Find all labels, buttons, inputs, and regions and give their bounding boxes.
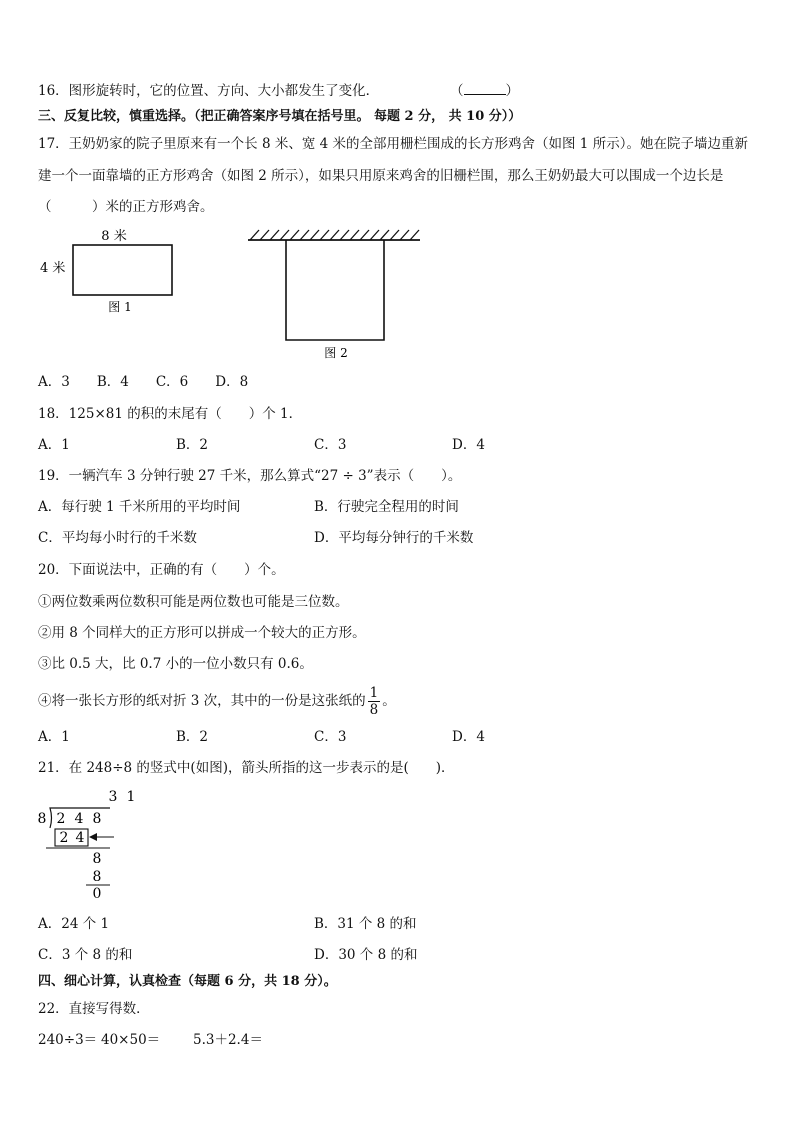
calc-item-3: 5.3＋2.4＝ [193,1032,263,1048]
quotient-digit-3: 3 [108,789,118,805]
question-18-option-b[interactable]: B．2 [176,437,209,453]
remainder-0: 0 [92,886,102,902]
question-17-line-1: 17．王奶奶家的院子里原来有一个长 8 米、宽 4 米的全部用栅栏围成的长方形鸡舍（如图 1 所示）。她在院子墙边重新 [38,136,748,152]
wall-hatching [248,230,420,240]
figure-2-square-against-wall [244,226,424,362]
figure-1-length-label: 8 米 [101,229,127,244]
figure-2-caption: 图 2 [324,346,348,360]
figure-1-caption: 图 1 [108,300,132,314]
question-18-option-d[interactable]: D．4 [452,437,485,453]
question-20-option-d[interactable]: D．4 [452,729,485,745]
dividend-digit-4: 4 [74,811,84,827]
statement-1: ①两位数乘两位数积可能是两位数也可能是三位数。 [38,594,349,610]
fraction-one-eighth: $\frac{1}{8}$ [369,685,379,718]
question-21-option-a[interactable]: A．24 个 1 [38,916,110,932]
dividend-digit-2: 2 [56,811,66,827]
arrow-icon [89,833,97,841]
statement-4: ④将一张长方形的纸对折 3 次，其中的一份是这张纸的 $\frac{1}{8}$ 。 [38,685,396,718]
question-18-option-c[interactable]: C．3 [314,437,347,453]
calc-item-2: 40×50＝ [101,1032,161,1048]
subtract-8: 8 [92,869,102,885]
question-19-option-a[interactable]: A．每行驶 1 千米所用的平均时间 [38,499,241,515]
question-19-stem: 19．一辆汽车 3 分钟行驶 27 千米，那么算式“27 ÷ 3”表示（ ）。 [38,468,462,484]
bring-down-8: 8 [92,851,102,867]
dividend-digit-8: 8 [92,811,102,827]
coop-rectangle [73,245,172,295]
question-22-stem: 22．直接写得数． [38,1001,150,1017]
question-20-option-c[interactable]: C．3 [314,729,347,745]
section-4-title: 四、细心计算，认真检查（每题 6 分，共 18 分）。 [38,974,337,989]
statement-3: ③比 0.5 大，比 0.7 小的一位小数只有 0.6。 [38,656,313,672]
step-digit-4: 4 [75,830,85,846]
step-digit-2: 2 [59,830,69,846]
question-18-stem: 18．125×81 的积的末尾有（ ）个 1． [38,406,303,422]
question-21-stem: 21．在 248÷8 的竖式中(如图)，箭头所指的这一步表示的是( )． [38,760,455,776]
question-18-option-a[interactable]: A．1 [38,437,70,453]
long-division-diagram [34,784,136,904]
question-20-option-a[interactable]: A．1 [38,729,70,745]
answer-bracket: （ ） [450,83,519,99]
question-20-stem: 20．下面说法中，正确的有（ ）个。 [38,562,285,578]
answer-blank[interactable] [464,82,506,95]
statement-4-text: ④将一张长方形的纸对折 3 次，其中的一份是这张纸的 [38,693,366,709]
question-21-option-c[interactable]: C．3 个 8 的和 [38,947,133,963]
question-16 [38,82,519,100]
figure-1-rectangle [36,226,186,318]
question-19-option-d[interactable]: D．平均每分钟行的千米数 [314,530,474,546]
question-21-option-d[interactable]: D．30 个 8 的和 [314,947,418,963]
quotient-digit-1: 1 [126,789,136,805]
calc-item-1: 240÷3＝ [38,1032,98,1048]
question-17-line-3: （ ）米的正方形鸡舍。 [38,199,214,215]
question-21-option-b[interactable]: B．31 个 8 的和 [314,916,417,932]
question-19-option-b[interactable]: B．行驶完全程用的时间 [314,499,459,515]
square-coop-fence [286,240,384,340]
question-19-option-c[interactable]: C．平均每小时行的千米数 [38,530,197,546]
question-17-options: A．3 B．4 C．6 D．8 [38,374,249,390]
question-17-line-2: 建一个一面靠墙的正方形鸡舍（如图 2 所示），如果只用原来鸡舍的旧栅栏围，那么王奶奶最大可以围成一个边长是 [38,168,724,184]
section-3-title: 三、反复比较，慎重选择。（把正确答案序号填在括号里。 每题 2 分， 共 10 分）） [38,109,522,124]
divisor: 8 [37,811,47,827]
question-20-option-b[interactable]: B．2 [176,729,209,745]
figure-1-width-label: 4 米 [40,261,66,276]
question-16-text: 16．图形旋转时，它的位置、方向、大小都发生了变化． [38,83,380,99]
statement-2: ②用 8 个同样大的正方形可以拼成一个较大的正方形。 [38,625,366,641]
